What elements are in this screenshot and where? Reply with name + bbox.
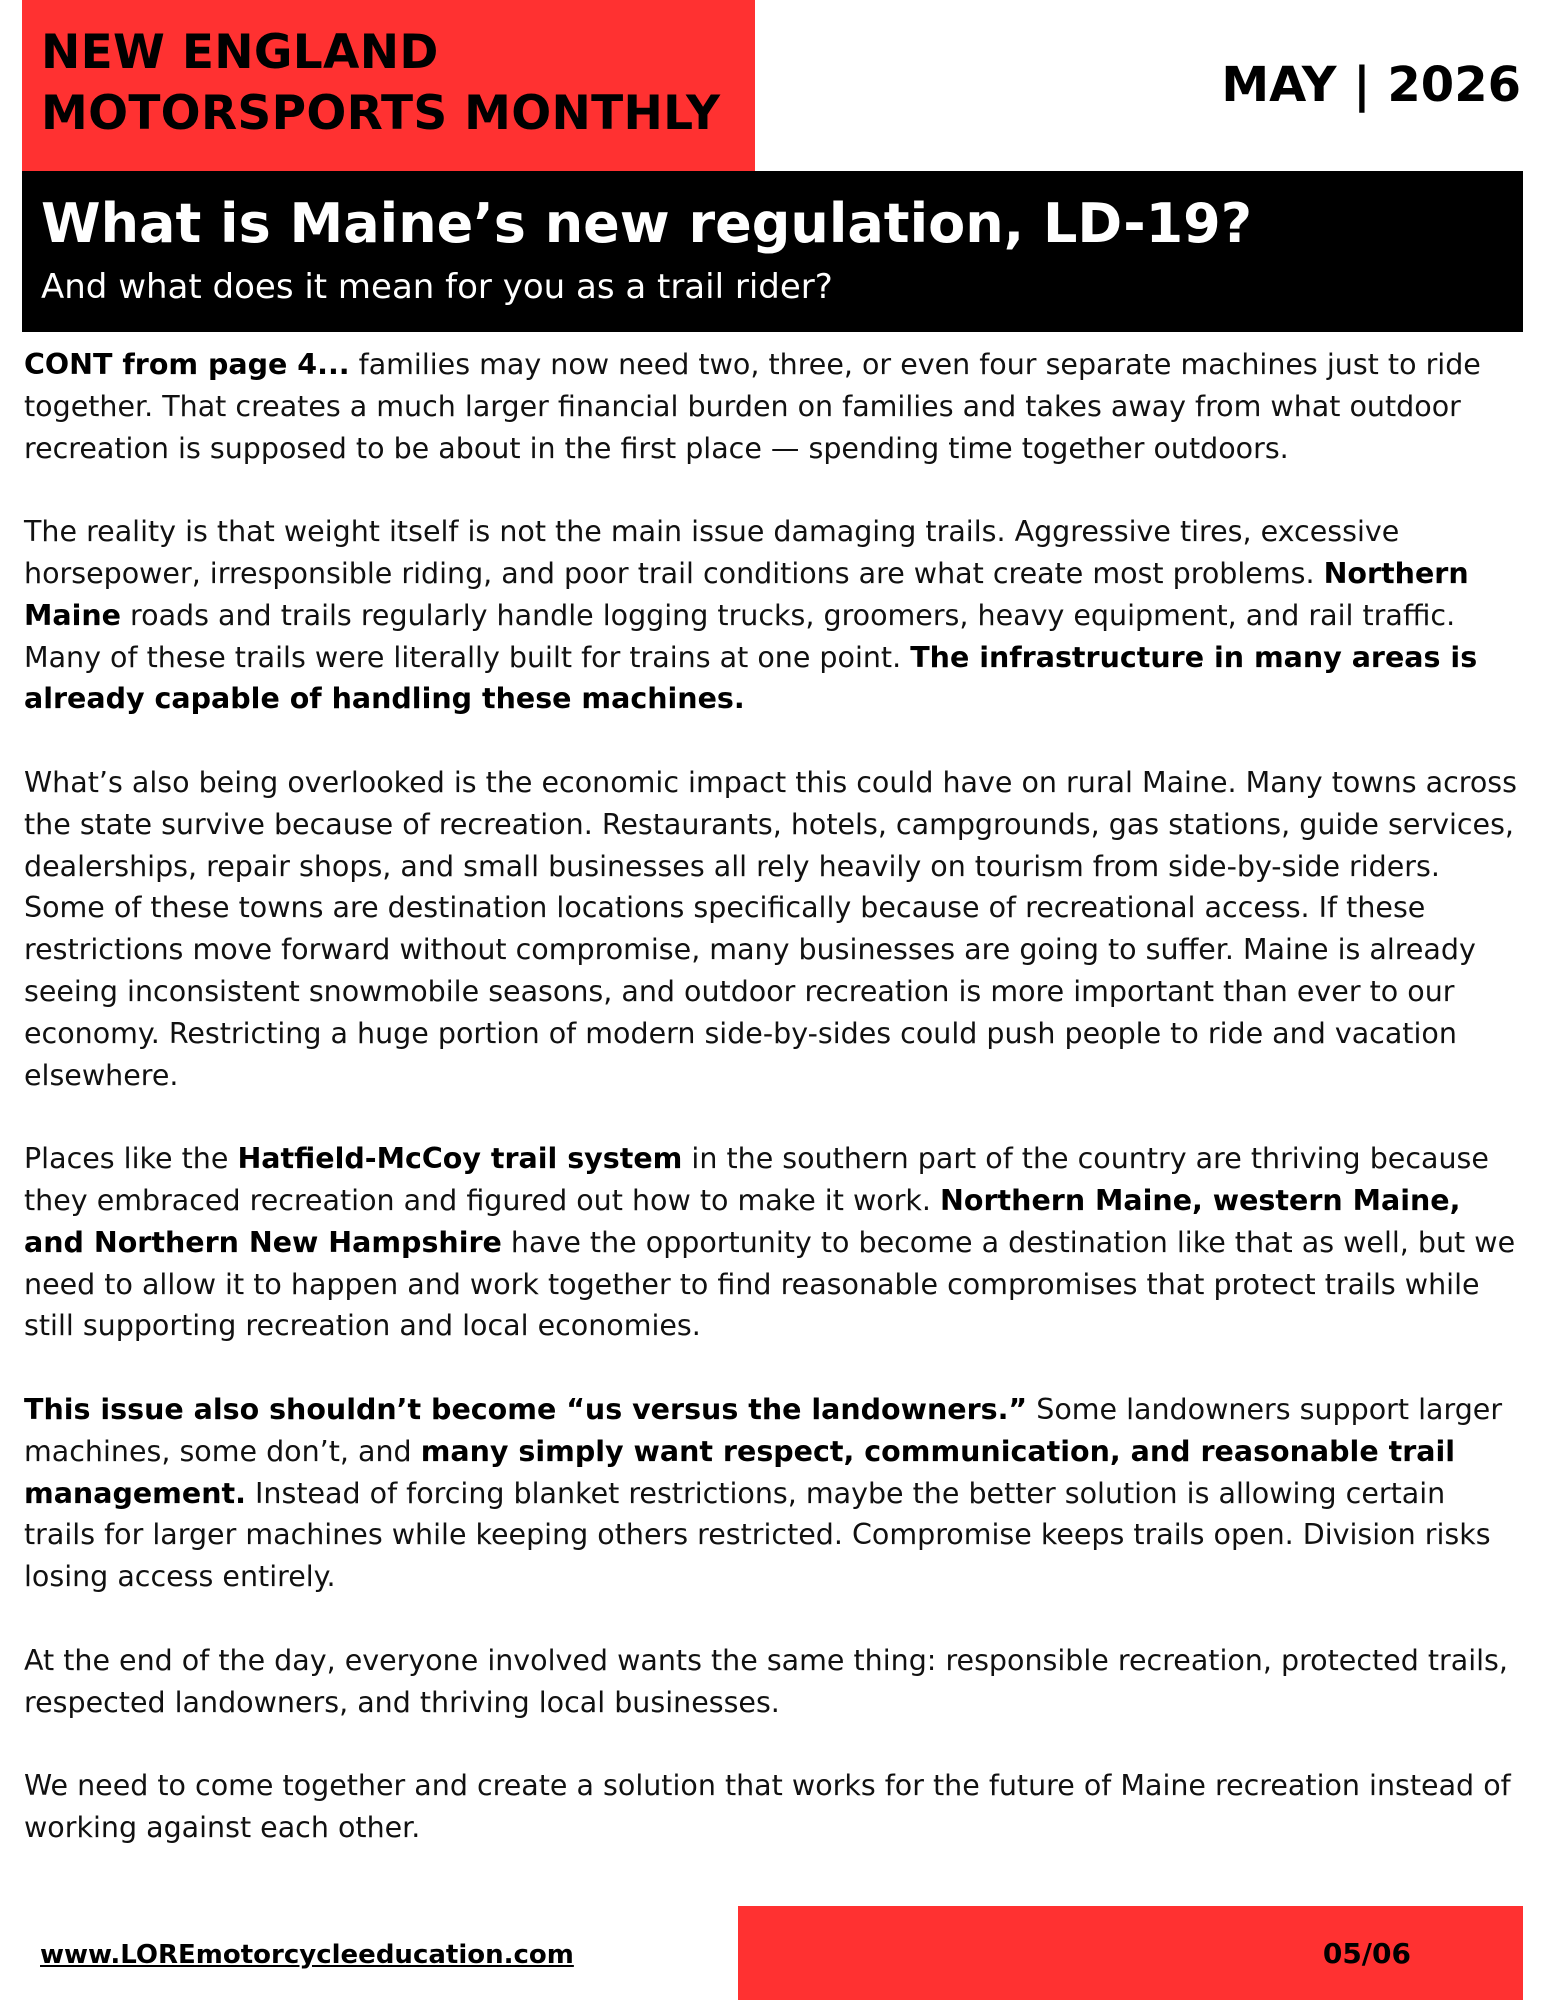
page-number: 05/06 <box>1322 1937 1411 1970</box>
emphasis-text: many simply want respect, communication, and reasonable trail management. <box>24 1434 1456 1510</box>
paragraph-5 <box>24 1389 1524 1598</box>
headline-banner <box>22 171 1523 332</box>
emphasis-text: Hatfield-McCoy trail system <box>237 1142 683 1176</box>
paragraph-text: families may now need two, three, or even four separate machines just to ride together. That creates a much larger financial burden on families and takes away from what outdoor recreation is supposed to be about in the first place — spending time together outdoors. <box>24 348 1481 465</box>
paragraph-7 <box>24 1765 1524 1849</box>
paragraph-4 <box>24 1138 1524 1347</box>
emphasis-text: This issue also shouldn’t become “us versus the landowners.” <box>24 1392 1028 1426</box>
emphasis-text: Northern Maine <box>24 556 1469 632</box>
paragraph-text: We need to come together and create a solution that works for the future of Maine recreation instead of working against each other. <box>24 1769 1511 1844</box>
masthead-title-line-2: MOTORSPORTS MONTHLY <box>41 86 721 141</box>
paragraph-text: in the southern part of the country are thriving because they embraced recreation and figured out how to make it work. <box>24 1142 1489 1217</box>
paragraph-3 <box>24 762 1524 1096</box>
paragraph-text: have the opportunity to become a destination like that as well, but we need to allow it to happen and work together to find reasonable compromises that protect trails while still supporting recreation and local economies. <box>24 1225 1516 1343</box>
masthead-banner <box>22 0 755 171</box>
paragraph-text: roads and trails regularly handle logging trucks, groomers, heavy equipment, and rail traffic. Many of these trails were literally built for trains at one point. <box>24 598 1456 674</box>
article-body <box>24 344 1524 1890</box>
masthead-title-line-1: NEW ENGLAND <box>41 25 439 80</box>
paragraph-2 <box>24 511 1524 720</box>
article-subheadline: And what does it mean for you as a trail rider? <box>41 267 833 307</box>
paragraph-1 <box>24 344 1524 469</box>
article-headline: What is Maine’s new regulation, LD-19? <box>41 192 1253 255</box>
paragraph-text: At the end of the day, everyone involved wants the same thing: responsible recreation, protected trails, respected landowners, and thriving local businesses. <box>24 1643 1508 1719</box>
paragraph-text: Instead of forcing blanket restrictions, maybe the better solution is allowing certain trails for larger machines while keeping others restricted. Compromise keeps trails open. Division risks losing access entirely. <box>24 1476 1491 1594</box>
paragraph-text: The reality is that weight itself is not the main issue damaging trails. Aggressive tires, excessive horsepower, irresponsible riding, and poor trail conditions are what create most problems. <box>24 515 1400 590</box>
continuation-lead: CONT from page 4... <box>24 348 350 381</box>
paragraph-text: What’s also being overlooked is the economic impact this could have on rural Maine. Many towns across the state survive because of recreation. Restaurants, hotels, campgrounds, gas stations, guide services, dealerships, repair shops, and small businesses all rely heavily on tourism from side-by-side riders. Some of these towns are destination locations specifically because of recreational access. If these restrictions move forward without compromise, many businesses are going to suffer. Maine is already seeing inconsistent snowmobile seasons, and outdoor recreation is more important than ever to our economy. Restricting a huge portion of modern side-by-sides could push people to ride and vacation elsewhere. <box>24 765 1517 1092</box>
footer-website-link[interactable]: www.LOREmotorcycleeducation.com <box>40 1940 574 1970</box>
emphasis-text: Northern Maine, western Maine, and Northern New Hampshire <box>24 1183 1461 1259</box>
paragraph-text: Places like the <box>24 1142 238 1176</box>
issue-date: MAY | 2026 <box>1221 57 1521 113</box>
paragraph-text: Some landowners support larger machines, some don’t, and <box>24 1392 1503 1468</box>
emphasis-text: The infrastructure in many areas is already capable of handling these machines. <box>24 640 1478 716</box>
paragraph-6 <box>24 1640 1524 1724</box>
footer-banner <box>738 1906 1523 2000</box>
